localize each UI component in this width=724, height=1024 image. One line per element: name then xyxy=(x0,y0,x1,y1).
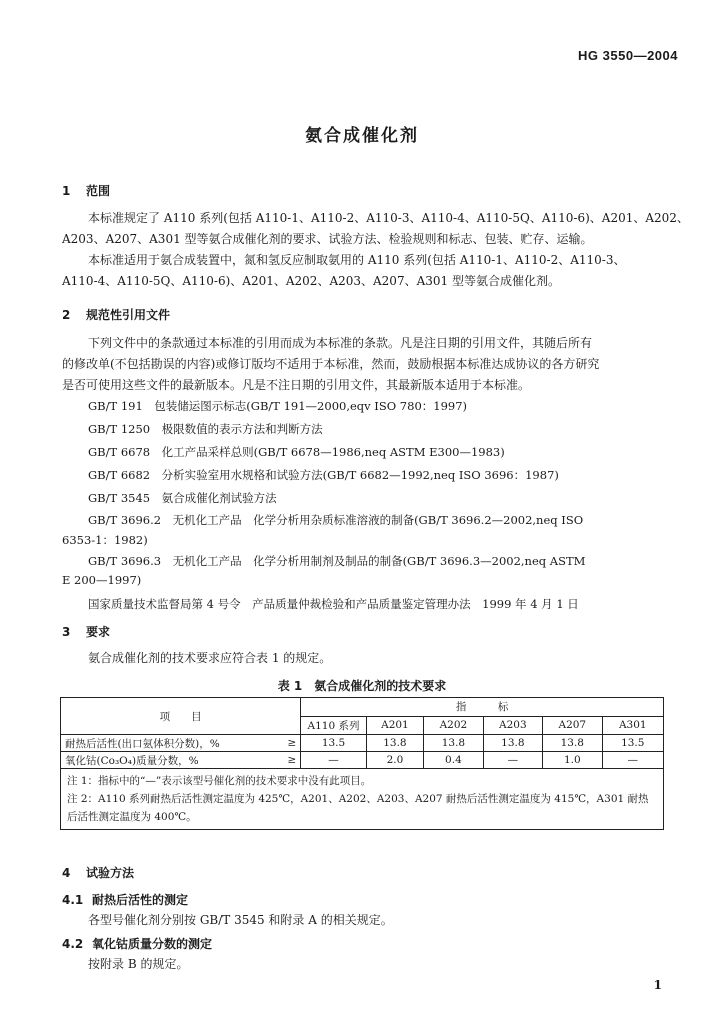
table-cell: 13.5 xyxy=(301,735,366,752)
model-header: A203 xyxy=(483,716,542,735)
section-number: 4 xyxy=(62,866,71,880)
reference-item: GB/T 191 包装储运图示标志(GB/T 191—2000,eqv ISO 780：1997) xyxy=(88,399,468,413)
requirements-text: 氨合成催化剂的技术要求应符合表 1 的规定。 xyxy=(88,651,332,665)
subsection-number: 4.2 xyxy=(62,937,84,951)
subsection-4-2-heading xyxy=(62,935,212,952)
table-cell: — xyxy=(602,752,663,769)
section-1-heading xyxy=(62,182,110,199)
references-intro-line-2: 的修改单(不包括勘误的内容)或修订版均不适用于本标准，然而，鼓励根据本标准达成协议的各方研究 xyxy=(62,357,600,371)
table-row xyxy=(61,735,664,752)
table-cell: 1.0 xyxy=(543,752,602,769)
section-title: 规范性引用文件 xyxy=(86,308,171,322)
table-cell: 13.8 xyxy=(483,735,542,752)
row-label: 耐热后活性(出口氨体积分数)，% xyxy=(61,735,279,752)
standard-number: HG 3550—2004 xyxy=(578,48,678,63)
table-cell: 2.0 xyxy=(366,752,424,769)
reference-item: GB/T 3545 氨合成催化剂试验方法 xyxy=(88,491,277,505)
section-2-heading xyxy=(62,306,170,323)
document-title: 氨合成催化剂 xyxy=(305,126,419,146)
scope-paragraph-1-line-1: 本标准规定了 A110 系列(包括 A110-1、A110-2、A110-3、A110-4、A110-5Q、A110-6)、A201、A202、 xyxy=(88,211,689,225)
table-cell: 13.8 xyxy=(424,735,483,752)
spec-table xyxy=(60,697,664,830)
section-title: 范围 xyxy=(86,184,111,198)
table-row xyxy=(61,752,664,769)
page-number: 1 xyxy=(653,978,662,992)
reference-item: GB/T 1250 极限数值的表示方法和判断方法 xyxy=(88,422,323,436)
table-cell: 13.8 xyxy=(543,735,602,752)
model-header: A207 xyxy=(543,716,602,735)
subsection-4-1-text: 各型号催化剂分别按 GB/T 3545 和附录 A 的相关规定。 xyxy=(88,913,393,927)
model-header: A301 xyxy=(602,716,663,735)
model-header: A202 xyxy=(424,716,483,735)
table-notes xyxy=(61,769,664,830)
references-intro-line-3: 是否可使用这些文件的最新版本。凡是不注日期的引用文件，其最新版本适用于本标准。 xyxy=(62,378,531,392)
section-number: 3 xyxy=(62,625,71,639)
section-3-heading xyxy=(62,623,110,640)
spec-column-header: 指 标 xyxy=(301,698,664,717)
subsection-title: 耐热后活性的测定 xyxy=(92,893,189,907)
table-cell: — xyxy=(301,752,366,769)
table-cell: 13.5 xyxy=(602,735,663,752)
scope-paragraph-2-line-1: 本标准适用于氨合成装置中，氮和氢反应制取氨用的 A110 系列(包括 A110-1、A110-2、A110-3、 xyxy=(88,253,626,267)
ge-symbol: ≥ xyxy=(278,735,300,752)
section-4-heading xyxy=(62,864,134,881)
reference-item: 国家质量技术监督局第 4 号令 产品质量仲裁检验和产品质量鉴定管理办法 1999 年 4 月 1 日 xyxy=(88,597,579,611)
table-cell: 13.8 xyxy=(366,735,424,752)
reference-item: GB/T 6682 分析实验室用水规格和试验方法(GB/T 6682—1992,neq ISO 3696：1987) xyxy=(88,468,559,482)
reference-item: GB/T 3696.2 无机化工产品 化学分析用杂质标准溶液的制备(GB/T 3696.2—2002,neq ISO xyxy=(88,513,584,527)
reference-item: GB/T 3696.3 无机化工产品 化学分析用制剂及制品的制备(GB/T 3696.3—2002,neq ASTM xyxy=(88,554,586,568)
model-header: A201 xyxy=(366,716,424,735)
table-note-2: 注 2：A110 系列耐热后活性测定温度为 425℃，A201、A202、A203、A207 耐热后活性测定温度为 415℃，A301 耐热后活性测定温度为 400℃。 xyxy=(67,793,649,823)
scope-paragraph-2-line-2: A110-4、A110-5Q、A110-6)、A201、A202、A203、A207、A301 型等氨合成催化剂。 xyxy=(62,274,560,288)
section-title: 试验方法 xyxy=(86,866,135,880)
ge-symbol: ≥ xyxy=(278,752,300,769)
model-header: A110 系列 xyxy=(301,716,366,735)
reference-item-continuation: E 200—1997) xyxy=(62,573,142,587)
table-notes-row xyxy=(61,769,664,830)
reference-item-continuation: 6353-1：1982) xyxy=(62,533,148,547)
table-header-row xyxy=(61,698,664,717)
subsection-4-2-text: 按附录 B 的规定。 xyxy=(88,957,189,971)
references-intro-line-1: 下列文件中的条款通过本标准的引用而成为本标准的条款。凡是注日期的引用文件，其随后所有 xyxy=(88,336,593,350)
section-number: 1 xyxy=(62,184,71,198)
item-column-header: 项 目 xyxy=(61,698,301,735)
row-label: 氧化钴(Co₃O₄)质量分数，% xyxy=(61,752,279,769)
section-number: 2 xyxy=(62,308,71,322)
section-title: 要求 xyxy=(86,625,111,639)
table-note-1: 注 1：指标中的“—”表示该型号催化剂的技术要求中没有此项目。 xyxy=(67,775,372,787)
subsection-4-1-heading xyxy=(62,891,188,908)
subsection-number: 4.1 xyxy=(62,893,84,907)
table-cell: 0.4 xyxy=(424,752,483,769)
reference-item: GB/T 6678 化工产品采样总则(GB/T 6678—1986,neq ASTM E300—1983) xyxy=(88,445,505,459)
table-caption: 表 1 氨合成催化剂的技术要求 xyxy=(277,679,447,693)
subsection-title: 氧化钴质量分数的测定 xyxy=(92,937,213,951)
table-cell: — xyxy=(483,752,542,769)
scope-paragraph-1-line-2: A203、A207、A301 型等氨合成催化剂的要求、试验方法、检验规则和标志、包装、贮存、运输。 xyxy=(62,232,593,246)
